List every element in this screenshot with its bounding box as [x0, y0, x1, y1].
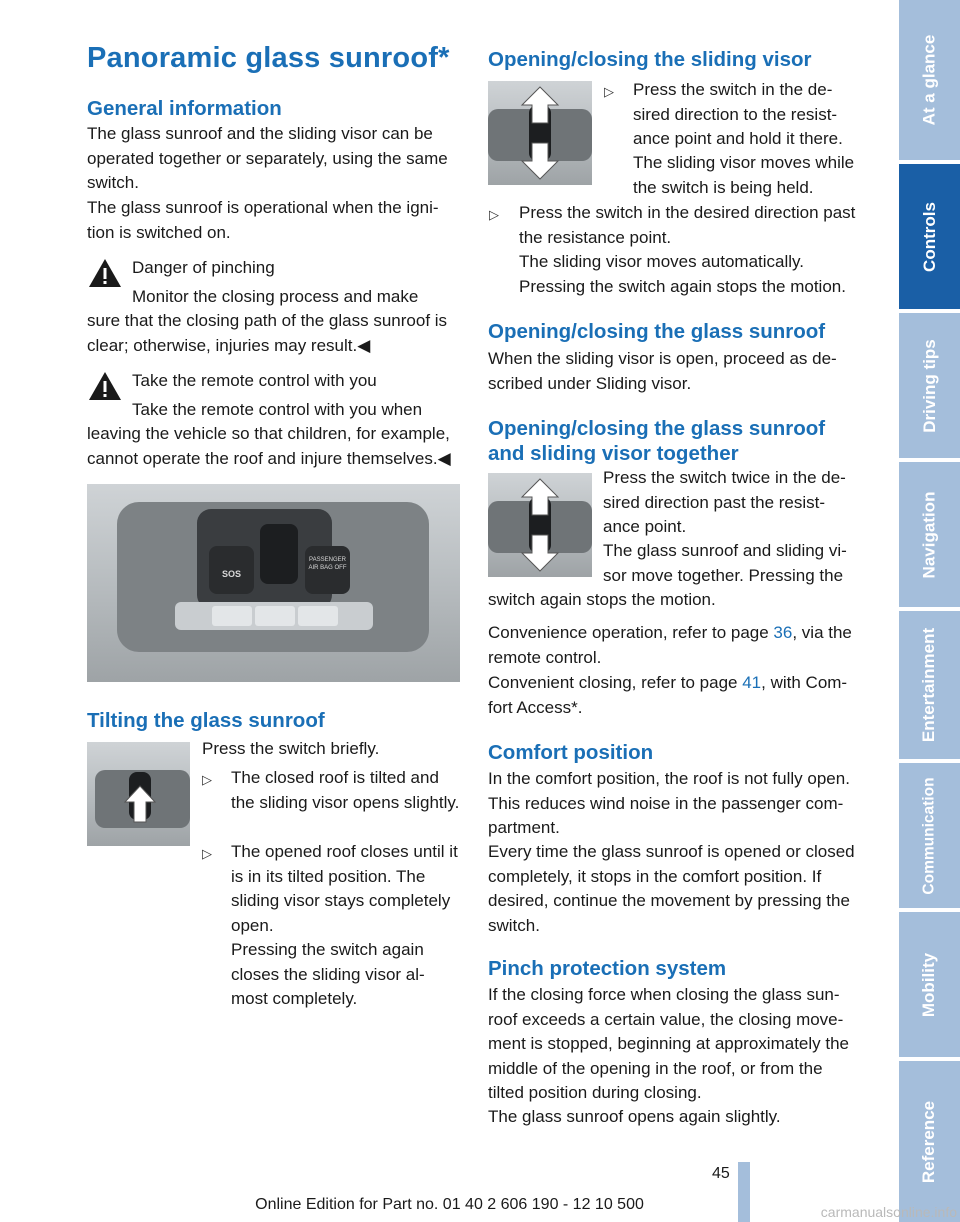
tab-reference[interactable]: Reference [899, 1061, 960, 1222]
visor-item-1b: The sliding visor moves while the switch is being held. [633, 153, 855, 197]
sunroof-paragraph: When the sliding visor is open, proceed as de‐ scribed under Sliding visor. [488, 349, 837, 393]
tab-navigation[interactable]: Navigation [899, 462, 960, 607]
together-paragraph-2: The glass sunroof and sliding vi‐ sor move together. Pressing the [603, 541, 847, 585]
visor-item-2b: The sliding visor moves automatically. Pressing the switch again stops the motion. [519, 252, 846, 296]
airbag-indicator-image: PASSENGER AIR BAG OFF [305, 546, 350, 594]
tab-mobility[interactable]: Mobility [899, 912, 960, 1057]
tab-at-a-glance[interactable]: At a glance [899, 0, 960, 160]
page-link-41[interactable]: 41 [742, 673, 762, 692]
convenient-closing-paragraph: Convenient closing, refer to page 41, with Com‐ fort Access*. [488, 673, 848, 717]
tab-driving-tips[interactable]: Driving tips [899, 313, 960, 458]
sunroof-heading: Opening/closing the glass sunroof [488, 320, 826, 343]
tab-communication[interactable]: Communication [899, 763, 960, 908]
together-switch-photo [488, 473, 592, 577]
tilt-switch-photo [87, 742, 190, 846]
tab-controls[interactable]: Controls [899, 164, 960, 309]
together-paragraph-2b: switch again stops the motion. [488, 590, 716, 609]
list-bullet-icon: ▷ [202, 772, 212, 787]
page-number: 45 [712, 1165, 730, 1182]
visor-item-2: Press the switch in the desired direction past the resistance point. [519, 203, 856, 247]
list-bullet-icon: ▷ [604, 84, 614, 99]
page-link-36[interactable]: 36 [773, 623, 793, 642]
arrow-up-icon [123, 784, 157, 824]
comfort-paragraph-2: Every time the glass sunroof is opened or closed completely, it stops in the comfort position. If desired, continue the movement by pressing the switch. [488, 842, 855, 935]
tilting-intro: Press the switch briefly. [202, 739, 380, 758]
comfort-heading: Comfort position [488, 741, 654, 764]
sunroof-switch-image [260, 524, 298, 584]
comfort-paragraph-1: In the comfort position, the roof is not fully open. This reduces wind noise in the passenger com‐ partment. [488, 769, 850, 837]
warning-body: sure that the closing path of the glass sunroof is clear; otherwise, injuries may result.◀ [87, 311, 448, 355]
section-tab-bar [899, 0, 960, 1222]
list-bullet-icon: ▷ [489, 207, 499, 222]
sos-button-image: SOS [209, 546, 254, 594]
together-heading: Opening/closing the glass sunroof and sliding visor together [488, 417, 826, 465]
arrow-up-down-icon [520, 477, 560, 573]
arrow-up-down-icon [520, 85, 560, 181]
visor-item-1: Press the switch in the de‐ sired direction to the resist‐ ance point and hold it there. [633, 80, 843, 148]
tilting-item-2b: Pressing the switch again closes the sliding visor al‐ most completely. [231, 940, 425, 1008]
pinch-heading: Pinch protection system [488, 957, 727, 980]
tilting-item-2: The opened roof closes until it is in its tilted position. The sliding visor stays completely open. [231, 842, 458, 935]
page-title: Panoramic glass sunroof* [87, 42, 450, 74]
overhead-panel-photo [87, 484, 460, 682]
footer-edition-text: Online Edition for Part no. 01 40 2 606 190 - 12 10 500 [255, 1196, 644, 1213]
tilting-item-1: The closed roof is tilted and the sliding visor opens slightly. [231, 768, 460, 812]
watermark: carmanualsonline.info [820, 1204, 957, 1220]
warning-body: leaving the vehicle so that children, for example, cannot operate the roof and injure themselves.◀ [87, 424, 451, 468]
warning-title: Take the remote control with you [132, 371, 377, 390]
pinch-paragraph-2: The glass sunroof opens again slightly. [488, 1107, 781, 1126]
warning-lead: Monitor the closing process and make [132, 287, 419, 306]
together-paragraph-1: Press the switch twice in the de‐ sired direction past the resist‐ ance point. [603, 468, 846, 536]
visor-switch-photo [488, 81, 592, 185]
visor-heading: Opening/closing the sliding visor [488, 48, 812, 71]
general-paragraph-1: The glass sunroof and the sliding visor can be operated together or separately, using the same switch. [87, 124, 448, 192]
warning-lead: Take the remote control with you when [132, 400, 423, 419]
convenience-operation-paragraph: Convenience operation, refer to page 36, via the remote control. [488, 623, 852, 667]
warning-triangle-icon [87, 369, 123, 403]
tilting-heading: Tilting the glass sunroof [87, 709, 325, 732]
warning-title: Danger of pinching [132, 258, 275, 277]
pinch-paragraph-1: If the closing force when closing the glass sun‐ roof exceeds a certain value, the closing move‐ ment is stopped, beginning at approximately the middle of the opening in the roof, or from the tilted position during closing. [488, 985, 850, 1102]
general-heading: General information [87, 97, 282, 120]
list-bullet-icon: ▷ [202, 846, 212, 861]
tab-entertainment[interactable]: Entertainment [899, 611, 960, 759]
warning-triangle-icon [87, 256, 123, 290]
general-paragraph-2: The glass sunroof is operational when the igni‐ tion is switched on. [87, 198, 439, 242]
